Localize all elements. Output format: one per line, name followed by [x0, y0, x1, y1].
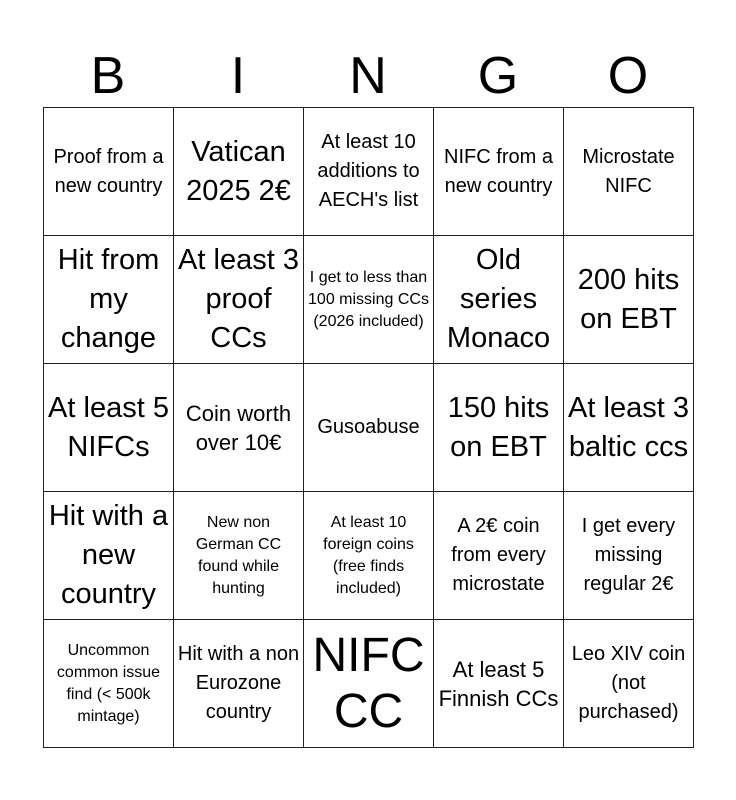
bingo-cell[interactable]	[174, 492, 304, 620]
bingo-cell[interactable]	[564, 364, 694, 492]
header-letter-b: B	[90, 47, 126, 105]
bingo-cell-label: I get to less than 100 missing CCs (2026 included)	[308, 268, 429, 330]
bingo-cell[interactable]	[304, 108, 434, 236]
bingo-row	[44, 620, 694, 748]
bingo-cell[interactable]	[564, 492, 694, 620]
bingo-cell[interactable]	[564, 236, 694, 364]
bingo-cell[interactable]	[434, 492, 564, 620]
bingo-header	[43, 44, 693, 108]
bingo-row	[44, 236, 694, 364]
bingo-cell-label: Hit with a non Eurozone country	[177, 643, 300, 723]
bingo-cell[interactable]	[44, 364, 174, 492]
bingo-cell[interactable]	[44, 492, 174, 620]
bingo-cell-label: Old series Monaco	[446, 244, 551, 354]
bingo-cell[interactable]	[564, 620, 694, 748]
bingo-cell[interactable]	[44, 108, 174, 236]
bingo-cell[interactable]	[434, 108, 564, 236]
header-letter-n: N	[349, 47, 387, 105]
bingo-cell-label: Coin worth over 10€	[185, 400, 292, 455]
bingo-cell-label: At least 5 Finnish CCs	[438, 656, 559, 711]
bingo-board	[43, 107, 694, 748]
bingo-cell-label: 150 hits on EBT	[447, 391, 550, 463]
bingo-cell-label: New non German CC found while hunting	[195, 513, 282, 597]
bingo-cell-label: At least 3 baltic ccs	[568, 391, 689, 463]
bingo-cell[interactable]	[44, 620, 174, 748]
bingo-cell-label: Microstate NIFC	[582, 145, 675, 197]
bingo-cell-label: Hit with a new country	[48, 500, 169, 610]
bingo-cell-label: At least 10 foreign coins (free finds included)	[323, 513, 414, 597]
bingo-cell-label: NIFC CC	[312, 628, 425, 738]
bingo-cell[interactable]	[434, 620, 564, 748]
bingo-cell[interactable]	[304, 236, 434, 364]
bingo-cell-label: Hit from my change	[57, 244, 160, 354]
bingo-cell-label: Leo XIV coin (not purchased)	[571, 643, 686, 723]
bingo-cell[interactable]	[174, 364, 304, 492]
bingo-cell-label: NIFC from a new country	[444, 145, 553, 197]
bingo-cell-label: At least 3 proof CCs	[178, 244, 299, 354]
bingo-cell-label: Gusoabuse	[317, 416, 420, 438]
bingo-row	[44, 364, 694, 492]
bingo-cell-label: I get every missing regular 2€	[581, 515, 676, 595]
bingo-cell[interactable]	[434, 364, 564, 492]
bingo-cell[interactable]	[174, 108, 304, 236]
bingo-cell[interactable]	[304, 364, 434, 492]
header-letter-o: O	[607, 47, 649, 105]
bingo-cell[interactable]	[44, 236, 174, 364]
bingo-cell[interactable]	[174, 620, 304, 748]
bingo-cell[interactable]	[304, 492, 434, 620]
bingo-row	[44, 492, 694, 620]
bingo-cell-label: At least 10 additions to AECH's list	[317, 131, 420, 211]
bingo-cell-label: Uncommon common issue find (< 500k mintage)	[56, 641, 161, 725]
bingo-cell-label: At least 5 NIFCs	[48, 391, 169, 463]
header-letter-g: G	[477, 47, 519, 105]
bingo-cell[interactable]	[304, 620, 434, 748]
bingo-cell[interactable]	[564, 108, 694, 236]
bingo-cell-label: Proof from a new country	[53, 145, 164, 197]
bingo-cell-label: 200 hits on EBT	[577, 263, 680, 335]
bingo-row	[44, 108, 694, 236]
header-letter-i: I	[230, 47, 246, 105]
bingo-cell-label: Vatican 2025 2€	[186, 135, 291, 207]
bingo-cell[interactable]	[174, 236, 304, 364]
bingo-cell[interactable]	[434, 236, 564, 364]
bingo-cell-label: A 2€ coin from every microstate	[451, 515, 546, 595]
